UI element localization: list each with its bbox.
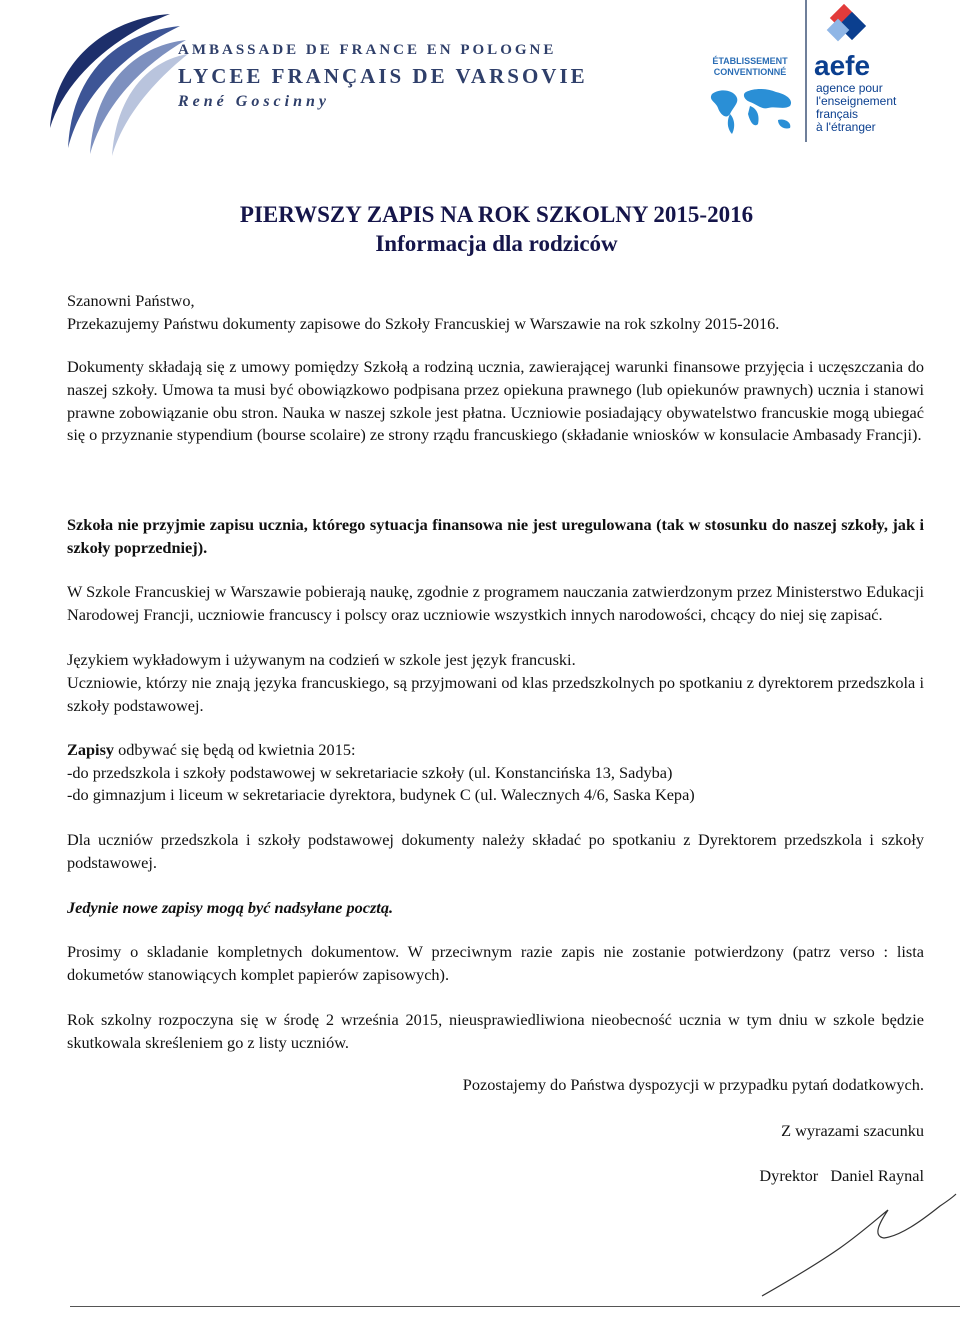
signature-scribble: [760, 1192, 960, 1302]
zapisy-item-secondary: -do gimnazjum i liceum w sekretariacie dyrektora, budynek C (ul. Walecznych 4/6, Saska Kepa): [67, 785, 695, 804]
paragraph-documents: Dokumenty składają się z umowy pomiędzy Szkołą a rodziną ucznia, zawierającej warunki finansowe przyjęcia i uczęszczania do naszej szkoły. Umowa ta musi być obowiązkowo podpisana przez opiekuna prawnego (lub opiekunów prawnych) ucznia i stanowi prawne zobowiązanie obu stron. Nauka w naszej szkole jest płatna. Uczniowie posiadający obywatelstwo francuskie mogą ubiegać się o przyznanie stypendium (bourse scolaire) ze strony rządu francuskiego (składanie wniosków w konsulacie Ambasady Francji).: [67, 357, 924, 445]
school-name: LYCEE FRANÇAIS DE VARSOVIE: [178, 64, 588, 88]
director-signoff: Dyrektor Daniel Raynal: [759, 1166, 924, 1185]
paragraph-non-french: Uczniowie, którzy nie znają języka francuskiego, są przyjmowani od klas przedszkolnych po spotkaniu z dyrektorem przedszkola i szkoły podstawowej.: [67, 673, 924, 715]
aefe-wordmark: aefe: [814, 50, 871, 81]
zapisy-item-primary: -do przedszkola i szkoły podstawowej w sekretariacie szkoły (ul. Konstancińska 13, Sadyba): [67, 763, 673, 782]
world-map-icon: [706, 84, 798, 136]
closing-regards: Z wyrazami szacunku: [781, 1121, 924, 1140]
etablissement-label: ÉTABLISSEMENT CONVENTIONNÉ: [712, 56, 788, 77]
paragraph-school-start: Rok szkolny rozpoczyna się w środę 2 września 2015, nieusprawiedliwiona nieobecność ucznia w tym dniu w szkole będzie skutkowala skreśleniem go z listy uczniów.: [67, 1010, 924, 1052]
paragraph-complete-docs: Prosimy o skladanie kompletnych dokumentow. W przeciwnym razie zapis nie zostanie potwierdzony (patrz verso : lista dokumetów stanowiących komplet papierów zapisowych).: [67, 942, 924, 984]
salutation: Szanowni Państwo,: [67, 291, 195, 310]
paragraph-students: W Szkole Francuskiej w Warszawie pobierają naukę, zgodnie z programem nauczania zatwierdzonym przez Ministerstwo Edukacji Narodowej Francji, uczniowie francuscy i polscy oraz uczniowie wszystkich innych narodowości, chcący do niej się zapisać.: [67, 582, 924, 624]
zapisy-text: odbywać się będą od kwietnia 2015:: [114, 740, 356, 759]
paragraph-financial-warning: Szkoła nie przyjmie zapisu ucznia, którego sytuacja finansowa nie jest uregulowana (tak w stosunku do naszej szkoły, jak i szkoły poprzedniej).: [67, 515, 924, 557]
paragraph-post-note: Jedynie nowe zapisy mogą być nadsyłane pocztą.: [67, 898, 394, 917]
footer-rule: [70, 1306, 960, 1307]
closing-availability: Pozostajemy do Państwa dyspozycji w przypadku pytań dodatkowych.: [462, 1075, 924, 1094]
document-subtitle: Informacja dla rodziców: [375, 231, 618, 256]
embassy-heading: AMBASSADE DE FRANCE EN POLOGNE: [178, 42, 557, 58]
paragraph-language: Językiem wykładowym i używanym na codzień w szkole jest język francuski.: [67, 650, 576, 669]
intro-paragraph: Przekazujemy Państwu dokumenty zapisowe do Szkoły Francuskiej w Warszawie na rok szkolny 2015-2016.: [67, 314, 780, 333]
aefe-logo-mark: [812, 2, 882, 52]
school-patron: René Goscinny: [178, 93, 330, 110]
zapisy-line: [67, 739, 924, 762]
lycee-swoosh-logo: [20, 8, 190, 158]
zapisy-label: Zapisy: [67, 740, 115, 759]
header-divider: [805, 0, 807, 142]
paragraph-meeting: Dla uczniów przedszkola i szkoły podstawowej dokumenty należy składać po spotkaniu z Dyrektorem przedszkola i szkoły podstawowej.: [67, 830, 924, 872]
aefe-tagline: agence pour l'enseignement français à l'étranger: [816, 81, 897, 134]
document-title: PIERWSZY ZAPIS NA ROK SZKOLNY 2015-2016: [239, 202, 754, 227]
